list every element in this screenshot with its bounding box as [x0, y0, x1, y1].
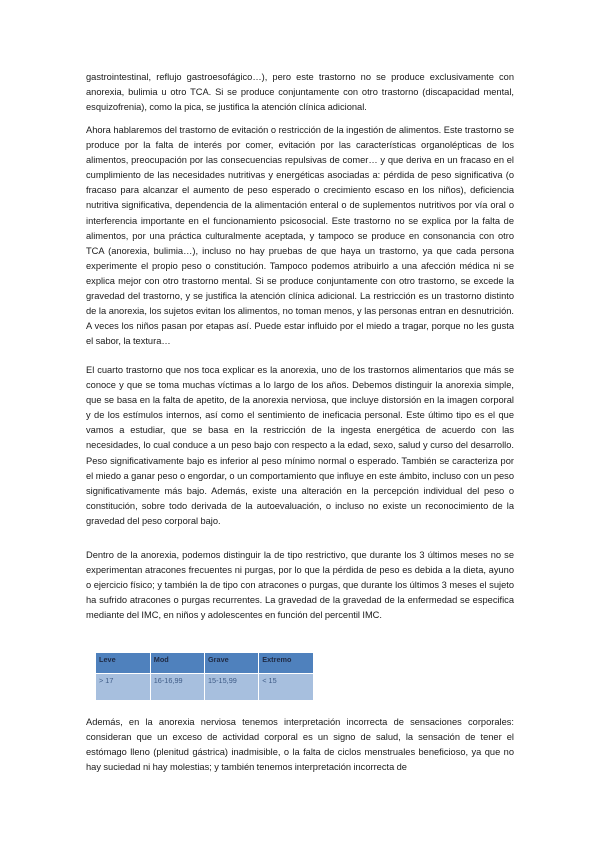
paragraph-anorexia: El cuarto trastorno que nos toca explicar es la anorexia, uno de los trastornos alimentarios que más se conoce y que se toma muchas víctimas a lo largo de los años. Debemos distinguir la anorexia simple, que se basa en la falta de apetito, de la anorexia nerviosa, que incluye distorsión en la imagen corporal y de los estímulos internos, así como el sentimiento de ineficacia personal. Este último tipo es el que vamos a estudiar, que se basa en la restricción de la ingesta energética de acuerdo con las necesidades, lo cual conduce a un peso bajo con respecto a la edad, sexo, salud y curso del desarrollo. Peso significativamente bajo es inferior al peso mínimo normal o esperado. También se caracteriza por el miedo a ganar peso o engordar, o un comportamiento que influye en este ámbito, incluso con un peso significativamente más bajo. Además, existe una alteración en la percepción individual del peso o constitución, sobre todo derivada de la autoevaluación, o incluso no existe un reconocimiento de la gravedad del peso corporal bajo. [86, 365, 514, 526]
paragraph-interpretacion: Además, en la anorexia nerviosa tenemos interpretación incorrecta de sensaciones corporales: consideran que un exceso de actividad corporal es un signo de salud, la sensación de tener el estómago lleno (plenitud gástrica) inadmisible, o la falta de ciclos menstruales beneficioso, ya que no hay suciedad ni hay molestias; y también tenemos interpretación incorrecta de [86, 717, 514, 773]
table-row [96, 674, 313, 701]
header-mod: Mod [150, 653, 204, 674]
header-grave: Grave [205, 653, 259, 674]
paragraph-anorexia-tipos: Dentro de la anorexia, podemos distinguir la de tipo restrictivo, que durante los 3 últimos meses no se experimentan atracones frecuentes ni purgas, por lo que la pérdida de peso es debida a la dieta, ayuno o ejercicio físico; y también la de tipo con atracones o purgas, que durante los últimos 3 meses el sujeto ha sufrido atracones o purgas recurrentes. La gravedad de la gravedad de la enfermedad se especifica mediante del IMC, en niños y adolescentes en función del percentil IMC. [86, 550, 514, 621]
header-leve: Leve [96, 653, 150, 674]
cell-extremo: < 15 [259, 674, 313, 701]
cell-grave: 15-15,99 [205, 674, 259, 701]
cell-mod: 16-16,99 [150, 674, 204, 701]
paragraph-pica-continuation: gastrointestinal, reflujo gastroesofágico…), pero este trastorno no se produce exclusivamente con anorexia, bulimia u otro TCA. Si se produce conjuntamente con otro trastorno (discapacidad mental, esquizofrenia), como la pica, se justifica la atención clínica adicional. [86, 72, 514, 113]
header-extremo: Extremo [259, 653, 313, 674]
cell-leve: > 17 [96, 674, 150, 701]
imc-severity-table [96, 653, 313, 700]
table-header-row [96, 653, 313, 674]
paragraph-restriccion: Ahora hablaremos del trastorno de evitación o restricción de la ingestión de alimentos. Este trastorno se produce por la falta de interés por comer, evitación por las características organolépticas de los alimentos, preocupación por las consecuencias repulsivas de comer… y que deriva en un fracaso en el cumplimiento de las necesidades nutritivas y energéticas asociadas a: pérdida de peso significativa (o fracaso para alcanzar el aumento de peso esperado o crecimiento escaso en los niños), deficiencia nutritiva significativa, dependencia de la alimentación enteral o de suplementos nutritivos por vía oral o interferencia importante en el funcionamiento psicosocial. Este trastorno no se explica por la falta de alimentos, por una práctica culturalmente aceptada, y tampoco se produce en consonancia con otro TCA (anorexia, bulimia…), incluso no hay pruebas de que haya un trastorno, ya que cada persona experimente el propio peso o constitución. Tampoco podemos atribuirlo a una afección médica ni se explica mejor con otro trastorno mental. Si se produce conjuntamente con otro trastorno, se excede la gravedad del trastorno, y se justifica la atención clínica adicional. La restricción es un trastorno distinto de la anorexia, los sujetos evitan los alimentos, no toman menos, y las personas entran en desnutrición. A veces los niños pasan por etapas así. Puede estar influido por el miedo a tragar, porque no les gusta el sabor, la textura… [86, 125, 514, 347]
